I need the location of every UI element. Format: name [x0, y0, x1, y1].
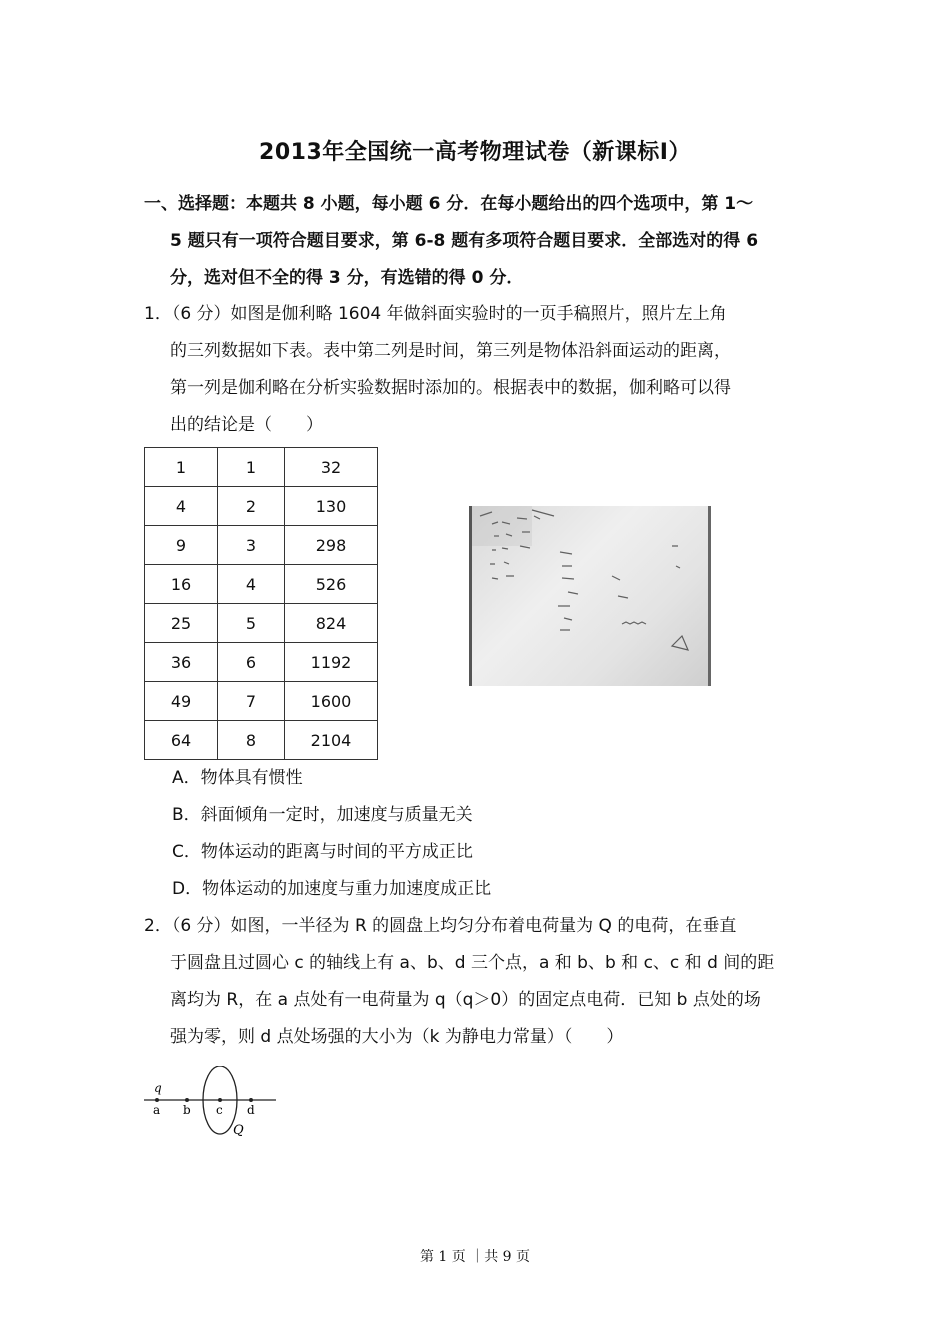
table-cell: 4 [145, 487, 218, 526]
point-d [249, 1098, 253, 1102]
table-cell: 8 [218, 721, 285, 760]
table-cell: 1 [145, 448, 218, 487]
question-line: 2．（6 分）如图，一半径为 R 的圆盘上均匀分布着电荷量为 Q 的电荷，在垂直 [144, 916, 737, 936]
option-c[interactable]: C．物体运动的距离与时间的平方成正比 [172, 842, 473, 862]
table-row [145, 604, 378, 643]
question-line: 1．（6 分）如图是伽利略 1604 年做斜面实验时的一页手稿照片，照片左上角 [144, 304, 727, 324]
option-a[interactable]: A．物体具有惯性 [172, 768, 303, 788]
table-row [145, 487, 378, 526]
manuscript-photo [469, 506, 711, 686]
table-cell: 32 [285, 448, 378, 487]
question-1-options [172, 760, 491, 908]
question-line: 第一列是伽利略在分析实验数据时添加的。根据表中的数据，伽利略可以得 [170, 378, 731, 398]
table-cell: 36 [145, 643, 218, 682]
table-cell: 1600 [285, 682, 378, 721]
table-cell: 2104 [285, 721, 378, 760]
label-b: b [183, 1103, 191, 1117]
galileo-data-table [144, 447, 378, 760]
instruction-line: 一、选择题：本题共 8 小题，每小题 6 分．在每小题给出的四个选项中，第 1～ [144, 194, 754, 214]
point-c [218, 1098, 222, 1102]
table-cell: 64 [145, 721, 218, 760]
table-cell: 130 [285, 487, 378, 526]
question-1 [144, 296, 812, 444]
page-title: 2013年全国统一高考物理试卷（新课标Ⅰ） [259, 140, 691, 165]
table-cell: 6 [218, 643, 285, 682]
table-cell: 824 [285, 604, 378, 643]
option-b[interactable]: B．斜面倾角一定时，加速度与质量无关 [172, 805, 473, 825]
table-row [145, 643, 378, 682]
question-2 [144, 908, 812, 1056]
table-cell: 5 [218, 604, 285, 643]
section-instructions [144, 186, 812, 297]
table-cell: 298 [285, 526, 378, 565]
table-row [145, 565, 378, 604]
label-d: d [247, 1103, 255, 1117]
question-line: 的三列数据如下表。表中第二列是时间，第三列是物体沿斜面运动的距离， [170, 341, 731, 361]
table-cell: 7 [218, 682, 285, 721]
table-cell: 4 [218, 565, 285, 604]
table-row [145, 526, 378, 565]
label-c: c [216, 1103, 223, 1117]
question-line: 出的结论是（ ） [170, 415, 323, 435]
table-row [145, 448, 378, 487]
table-row [145, 682, 378, 721]
page-footer: 第 1 页 ｜共 9 页 [419, 1249, 531, 1265]
table-cell: 1192 [285, 643, 378, 682]
table-cell: 25 [145, 604, 218, 643]
option-d[interactable]: D．物体运动的加速度与重力加速度成正比 [172, 879, 492, 899]
table-cell: 16 [145, 565, 218, 604]
instruction-line: 5 题只有一项符合题目要求，第 6-8 题有多项符合题目要求．全部选对的得 6 [170, 231, 759, 251]
table-cell: 49 [145, 682, 218, 721]
label-q: q [154, 1081, 162, 1095]
point-a [155, 1098, 159, 1102]
instruction-line: 分，选对但不全的得 3 分，有选错的得 0 分． [170, 268, 524, 288]
question-line: 于圆盘且过圆心 c 的轴线上有 a、b、d 三个点，a 和 b、b 和 c、c 和 d 间的距 [170, 953, 775, 973]
table-cell: 9 [145, 526, 218, 565]
table-cell: 526 [285, 565, 378, 604]
point-b [185, 1098, 189, 1102]
charged-disk-diagram [140, 1066, 290, 1150]
label-a: a [153, 1103, 161, 1117]
table-cell: 2 [218, 487, 285, 526]
question-line: 强为零，则 d 点处场强的大小为（k 为静电力常量）（ ） [170, 1027, 624, 1047]
table-cell: 1 [218, 448, 285, 487]
table-cell: 3 [218, 526, 285, 565]
label-Q: Q [233, 1123, 244, 1138]
table-row [145, 721, 378, 760]
question-line: 离均为 R，在 a 点处有一电荷量为 q（q＞0）的固定点电荷．已知 b 点处的场 [170, 990, 761, 1010]
